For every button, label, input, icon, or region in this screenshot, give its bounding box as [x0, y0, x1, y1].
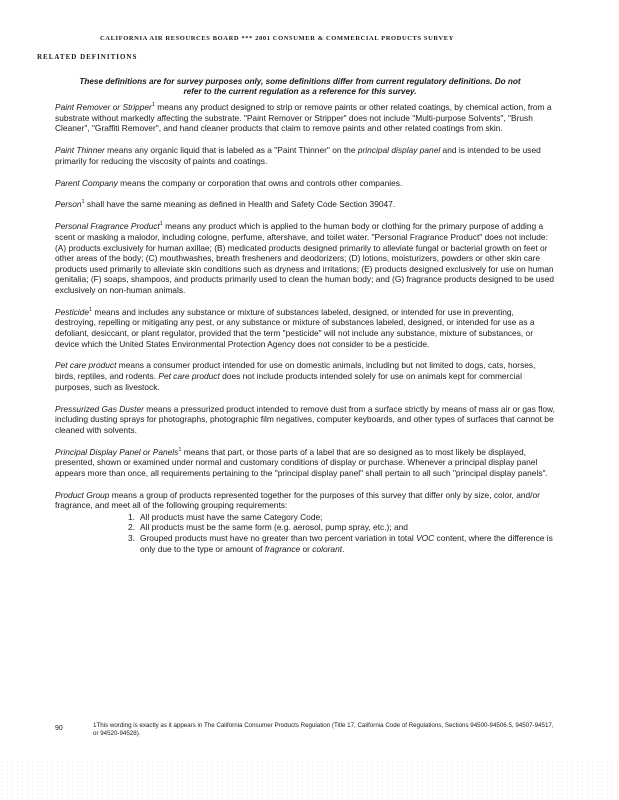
inline-term: VOC: [416, 533, 435, 544]
list-number: 3.: [128, 533, 135, 544]
definition-body: means any product designed to strip or remove paints or other related coatings, by chemical action, from a substrate without markedly affecting the substrate. "Paint Remover or Stripper" does not include "Multi-purpose Solvents", "Brush Cleaner", "Graffiti Remover", and hand cleaner products that claim to remove paints and other related coatings from skin.: [55, 102, 552, 134]
footnote: 1This wording is exactly as it appears in The California Consumer Products Regulation (Title 17, California Code of Regulations, Sections 94500-94506.5, 94507-94517, or 94520-94528).: [93, 722, 554, 737]
page-footer: [55, 722, 555, 738]
definition-term: Pressurized Gas Duster: [55, 403, 144, 414]
definitions-list: [55, 102, 555, 566]
inline-term: Pet care product: [158, 371, 220, 382]
list-item: [55, 533, 555, 554]
definition-parent-company: [55, 178, 555, 189]
definition-body: and is intended to be used primarily for reducing the viscosity of paints and coatings.: [55, 145, 541, 166]
definition-term: Personal Fragrance Product: [55, 221, 160, 232]
definition-body: means any product which is applied to the human body or clothing for the primary purpose of adding a scent or masking a malodor, including cologne, perfume, aftershave, and toilet water. "Personal Fragrance Product" does not include: (A) products exclusively for human axillae; (B) medicated products designed primarily to alleviate fungal or bacterial growth on feet or other areas of the body; (C) mouthwashes, breath fresheners and deodorizers; (D) lotions, moisturizers, powders or other skin care products used primarily to alleviate skin conditions such as dryness and irritations; (E) products designed exclusively for use on human genitalia; (F) soaps, shampoos, and products primarily used to clean the human body; and (G) fragrance products designed to be used exclusively on non-human animals.: [55, 221, 555, 295]
footnote-marker: 1: [81, 199, 85, 206]
definition-body: means any organic liquid that is labeled as a "Paint Thinner" on the: [104, 145, 358, 156]
definition-body: means a group of products represented together for the purposes of this survey that differ only by size, color, and/or fragrance, and meet all of the following grouping requirements:: [55, 489, 540, 511]
list-text: Grouped products must have no greater than two percent variation in total: [140, 533, 417, 544]
definition-pet-care-product: [55, 360, 555, 392]
definition-body: means the company or corporation that owns and controls other companies.: [117, 177, 403, 188]
list-item: [55, 512, 555, 523]
list-text: All products must be the same form (e.g. aerosol, pump spray, etc.); and: [140, 522, 408, 533]
definition-term: Person: [55, 199, 82, 210]
definition-term: Paint Thinner: [55, 145, 105, 156]
inline-term: colorant: [312, 543, 343, 554]
scan-noise: [0, 760, 619, 800]
definition-paint-thinner: [55, 145, 555, 166]
grouping-requirements-list: [55, 512, 555, 554]
definition-body: means and includes any substance or mixture of substances labeled, designed, or intended for use in preventing, destroying, repelling or mitigating any pest, or any substance or mixture of substances labeled, designed, or intended for use as a defoliant, desiccant, or plant regulator, provided that the term "pesticide" will not include any substance, mixture of substances, or device which the United States Environmental Protection Agency does not consider to be a pesticide.: [55, 306, 535, 349]
definition-body: means a pressurized product intended to remove dust from a surface strictly by means of mass air or gas flow, including dusting sprays for photographs, photographic film negatives, computer keyboards, and other types of surfaces that cannot be cleaned with solvents.: [55, 403, 555, 435]
footnote-marker: 1: [159, 221, 163, 228]
running-header: CALIFORNIA AIR RESOURCES BOARD *** 2001 CONSUMER & COMMERCIAL PRODUCTS SURVEY: [100, 35, 455, 42]
definition-pesticide: [55, 307, 555, 349]
definition-person: [55, 199, 435, 210]
list-text: .: [342, 543, 345, 554]
definition-paint-remover: [55, 102, 555, 134]
definition-term: Pesticide: [55, 306, 89, 317]
definition-term: Parent Company: [55, 177, 118, 188]
definition-body: does not include products intended solely for use on animals kept for commercial purposes, such as livestock.: [55, 371, 522, 392]
section-label: RELATED DEFINITIONS: [37, 53, 138, 61]
list-text: content, where the difference is only due to the type or amount of: [140, 533, 553, 554]
list-number: 2.: [128, 522, 135, 533]
list-item: [55, 522, 555, 533]
definition-pressurized-gas-duster: [55, 404, 555, 436]
definition-term: Pet care product: [55, 360, 117, 371]
definition-term: Product Group: [55, 489, 110, 500]
inline-term: principal display panel: [357, 145, 441, 156]
footnote-marker: 1: [151, 102, 155, 109]
footnote-marker: 1: [178, 446, 182, 453]
list-text: All products must have the same Category Code;: [140, 511, 323, 522]
footnote-marker: 1: [88, 307, 93, 313]
survey-disclaimer: These definitions are for survey purposes only, some definitions differ from current regulatory definitions. Do not refer to the current regulation as a reference for this survey.: [79, 77, 521, 96]
list-number: 1.: [128, 511, 135, 522]
definition-principal-display-panel: [55, 447, 555, 479]
inline-term: fragrance: [264, 543, 301, 554]
list-text: or: [300, 543, 313, 554]
definition-personal-fragrance: [55, 221, 555, 295]
definition-product-group: [55, 490, 555, 555]
definition-body: means that part, or those parts of a label that are so designed as to most likely be displayed, presented, shown or examined under normal and customary conditions of display or purchase. Whenever a principal display panel appears more than once, all requirements pertaining to the "principal display panel" shall pertain to all such "principal display panels".: [55, 446, 548, 478]
definition-body: shall have the same meaning as defined in Health and Safety Code Section 39047.: [84, 199, 396, 210]
definition-term: Paint Remover or Stripper: [55, 102, 152, 112]
definition-term: Principal Display Panel or Panels: [55, 446, 179, 457]
definition-body: means a consumer product intended for use on domestic animals, including but not limited to dogs, cats, horses, birds, reptiles, and rodents.: [55, 360, 536, 382]
page-number: 90: [55, 725, 63, 732]
